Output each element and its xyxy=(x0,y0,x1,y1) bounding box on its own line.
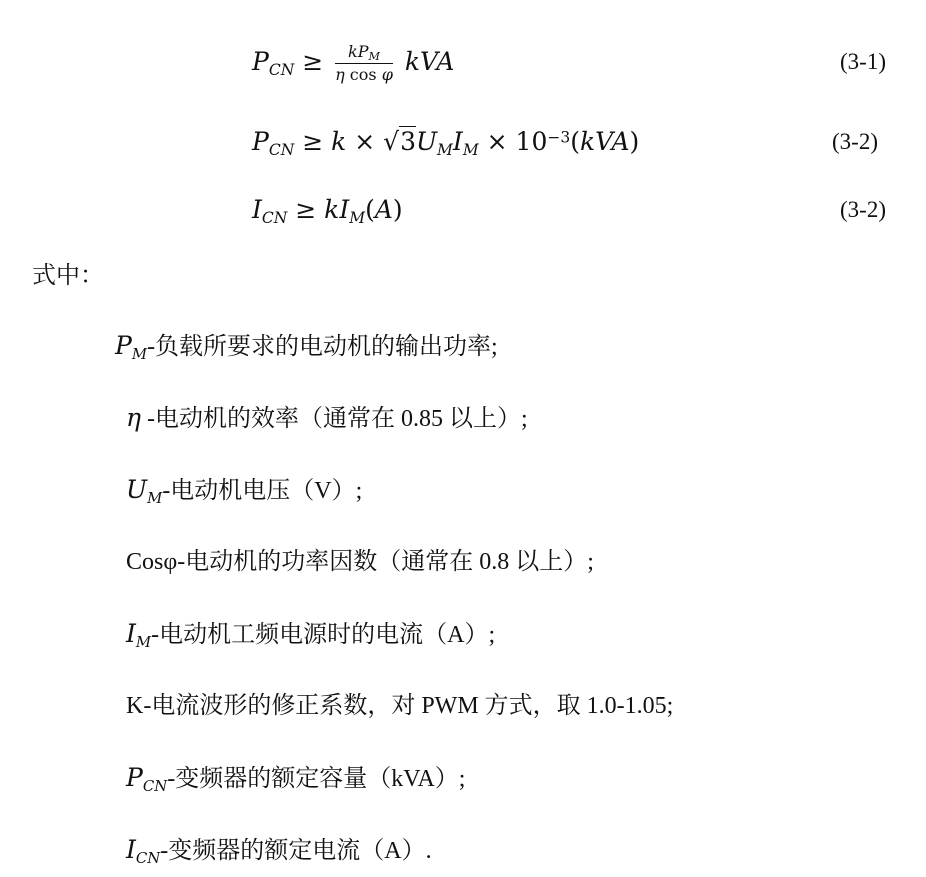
definition-im: $I_M-$电动机工频电源时的电流（A）; xyxy=(126,619,496,651)
equation-3-3: $I_{CN} \ge kI_M(A)$ xyxy=(252,195,403,227)
definition-eta: η -电动机的效率（通常在 0.85 以上）; xyxy=(126,403,528,432)
definition-um: $U_M-$电动机电压（V）; xyxy=(126,475,363,507)
definition-icn: $I_{CN}-$变频器的额定电流（A）. xyxy=(126,835,432,867)
equation-3-2: $P_{CN} \ge k \times √3U_MI_M \times 10^{-3}(kVA)$ xyxy=(252,127,640,159)
equation-number: (3-1) xyxy=(840,49,886,74)
definition-pcn: $P_{CN}-$变频器的额定容量（kVA）; xyxy=(126,763,466,795)
where-label: 式中： xyxy=(32,263,104,289)
definition-cos-phi: Cosφ-电动机的功率因数（通常在 0.8 以上）; xyxy=(126,549,594,575)
definition-pm: $P_M-$负载所要求的电动机的输出功率; xyxy=(115,331,498,363)
fraction: $\frac{kP_M}{\text{η cos φ}}$ xyxy=(335,42,393,84)
equation-number: (3-2) xyxy=(840,197,886,222)
definition-k: K-电流波形的修正系数，对 PWM 方式，取 1.0-1.05; xyxy=(126,693,674,719)
equation-3-1: $P_{CN}$ ≥ $\frac{kP_M}{\text{η cos φ}}$ kVA xyxy=(252,42,455,84)
equation-number: (3-2) xyxy=(832,129,878,154)
